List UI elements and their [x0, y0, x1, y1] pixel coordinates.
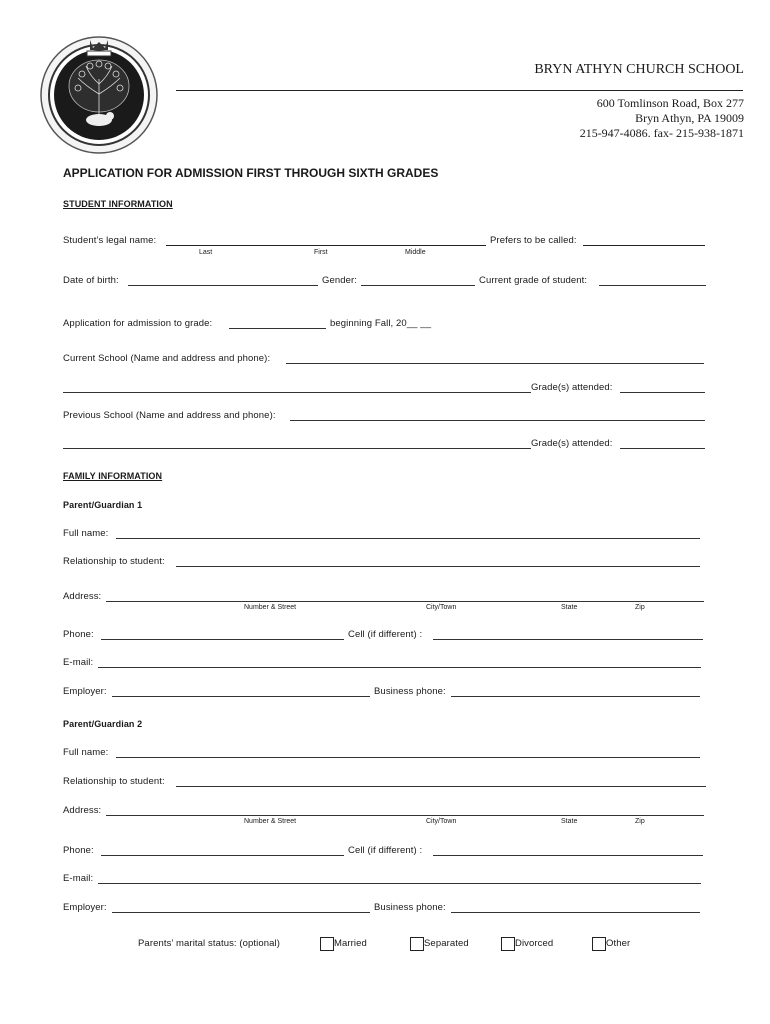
divorced-option-label: Divorced [515, 938, 554, 949]
header-rule [176, 90, 743, 91]
school-phone: 215-947-4086. fax- 215-938-1871 [579, 126, 744, 140]
current-grade-field[interactable] [599, 285, 706, 286]
parent2-full-name-label: Full name: [63, 747, 109, 758]
previous-school-field[interactable] [290, 420, 705, 421]
parent1-address-label: Address: [63, 591, 102, 602]
current-grade-label: Current grade of student: [479, 275, 588, 286]
form-title: APPLICATION FOR ADMISSION FIRST THROUGH SIXTH GRADES [63, 166, 439, 180]
parent1-addr-street-caption: Number & Street [244, 604, 297, 611]
beginning-fall-label: beginning Fall, 20__ __ [330, 318, 432, 329]
separated-option-label: Separated [424, 938, 469, 949]
admission-grade-label: Application for admission to grade: [63, 318, 213, 329]
school-seal-logo [38, 34, 160, 156]
parent2-addr-zip-caption: Zip [635, 818, 645, 825]
previous-school-field-line2[interactable] [63, 448, 531, 449]
parent2-addr-street-caption: Number & Street [244, 818, 297, 825]
current-grades-attended-label: Grade(s) attended: [531, 382, 613, 393]
name-last-caption: Last [199, 249, 213, 256]
parent1-business-phone-label: Business phone: [374, 686, 446, 697]
parent2-email-field[interactable] [98, 883, 701, 884]
other-option-label: Other [606, 938, 631, 949]
dob-field[interactable] [128, 285, 318, 286]
dob-label: Date of birth: [63, 275, 119, 286]
parent1-relationship-field[interactable] [176, 566, 700, 567]
parent2-employer-field[interactable] [112, 912, 370, 913]
parent1-addr-city-caption: City/Town [426, 604, 457, 611]
parent1-addr-state-caption: State [561, 604, 578, 611]
current-school-field-line2[interactable] [63, 392, 531, 393]
parent1-email-label: E-mail: [63, 657, 94, 668]
legal-name-label: Student’s legal name: [63, 235, 157, 246]
separated-checkbox[interactable] [410, 937, 424, 951]
parent1-business-phone-field[interactable] [451, 696, 700, 697]
parent2-relationship-label: Relationship to student: [63, 776, 165, 787]
divorced-checkbox[interactable] [501, 937, 515, 951]
parent2-address-field[interactable] [106, 815, 704, 816]
parent2-phone-field[interactable] [101, 855, 344, 856]
parent2-business-phone-field[interactable] [451, 912, 700, 913]
prefers-label: Prefers to be called: [490, 235, 577, 246]
parent2-business-phone-label: Business phone: [374, 902, 446, 913]
family-section-heading: FAMILY INFORMATION [63, 471, 163, 481]
parent2-cell-field[interactable] [433, 855, 703, 856]
parent1-phone-label: Phone: [63, 629, 94, 640]
marital-status-label: Parents’ marital status: (optional) [138, 938, 281, 949]
current-school-label: Current School (Name and address and phone): [63, 353, 271, 364]
legal-name-field[interactable] [166, 245, 486, 246]
parent2-relationship-field[interactable] [176, 786, 706, 787]
parent2-address-label: Address: [63, 805, 102, 816]
parent1-full-name-label: Full name: [63, 528, 109, 539]
parent1-email-field[interactable] [98, 667, 701, 668]
other-checkbox[interactable] [592, 937, 606, 951]
parent1-address-field[interactable] [106, 601, 704, 602]
parent1-full-name-field[interactable] [116, 538, 700, 539]
admission-grade-field[interactable] [229, 328, 326, 329]
parent1-addr-zip-caption: Zip [635, 604, 645, 611]
parent2-addr-state-caption: State [561, 818, 578, 825]
parent1-phone-field[interactable] [101, 639, 344, 640]
previous-grades-attended-label: Grade(s) attended: [531, 438, 613, 449]
parent1-employer-label: Employer: [63, 686, 107, 697]
parent1-cell-label: Cell (if different) : [348, 629, 423, 640]
name-first-caption: First [314, 249, 328, 256]
prefers-field[interactable] [583, 245, 705, 246]
parent2-cell-label: Cell (if different) : [348, 845, 423, 856]
student-section-heading: STUDENT INFORMATION [63, 199, 173, 209]
parent2-full-name-field[interactable] [116, 757, 700, 758]
gender-field[interactable] [361, 285, 475, 286]
married-checkbox[interactable] [320, 937, 334, 951]
parent1-employer-field[interactable] [112, 696, 370, 697]
name-middle-caption: Middle [405, 249, 426, 256]
parent1-relationship-label: Relationship to student: [63, 556, 165, 567]
school-address-line1: 600 Tomlinson Road, Box 277 [596, 96, 744, 110]
current-grades-attended-field[interactable] [620, 392, 705, 393]
parent2-employer-label: Employer: [63, 902, 107, 913]
married-option-label: Married [334, 938, 367, 949]
parent2-heading: Parent/Guardian 2 [63, 719, 143, 729]
parent2-phone-label: Phone: [63, 845, 94, 856]
parent2-addr-city-caption: City/Town [426, 818, 457, 825]
school-name: BRYN ATHYN CHURCH SCHOOL [534, 62, 744, 77]
parent1-heading: Parent/Guardian 1 [63, 500, 143, 510]
parent2-email-label: E-mail: [63, 873, 94, 884]
current-school-field[interactable] [286, 363, 704, 364]
previous-school-label: Previous School (Name and address and phone): [63, 410, 276, 421]
previous-grades-attended-field[interactable] [620, 448, 705, 449]
parent1-cell-field[interactable] [433, 639, 703, 640]
gender-label: Gender: [322, 275, 358, 286]
school-address-line2: Bryn Athyn, PA 19009 [635, 111, 744, 125]
